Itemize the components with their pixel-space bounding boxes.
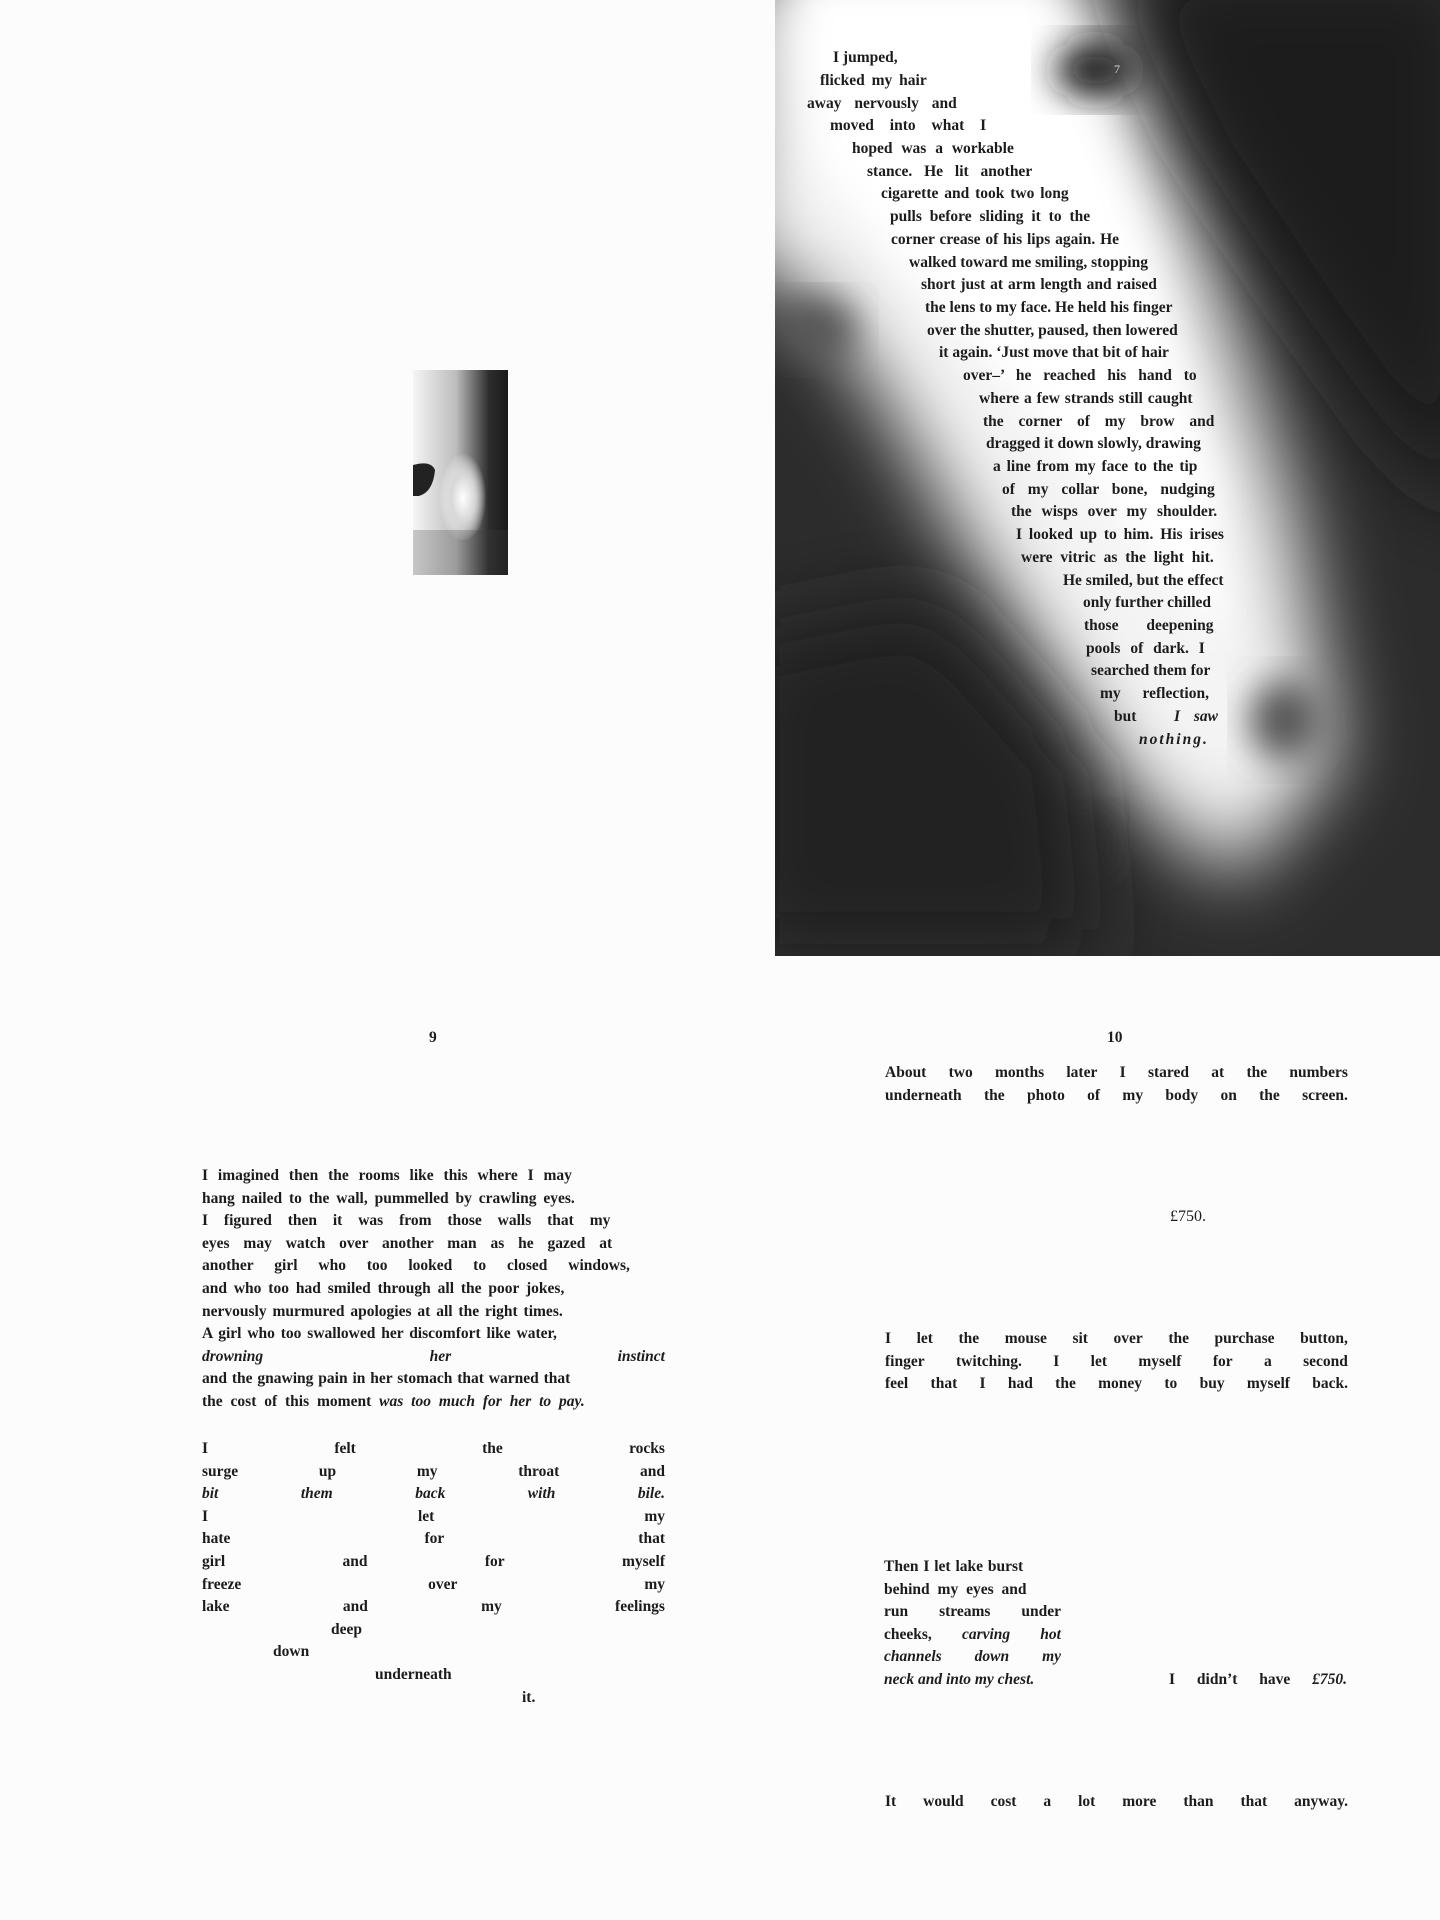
text-line: bit them back with bile. [202, 1485, 665, 1503]
page-number-7: 7 [1114, 62, 1120, 76]
page10-lake-paragraph [884, 1556, 1061, 1692]
page10-mouse-paragraph [885, 1328, 1348, 1396]
text-line-nothing: nothing. [1139, 731, 1209, 748]
text-line: I let my [202, 1507, 665, 1525]
text-line: pools of dark. I [1086, 640, 1205, 657]
text-line: moved into what I [830, 117, 987, 134]
text-line: stance. He lit another [867, 163, 1033, 180]
text-line: it again. ‘Just move that bit of hair [939, 344, 1169, 361]
text-line: I let the mouse sit over the purchase button, [885, 1330, 1348, 1347]
text-line: I imagined then the rooms like this where I may [202, 1167, 572, 1184]
text-line: walked toward me smiling, stopping [909, 254, 1148, 271]
text-line: I looked up to him. His irises [1016, 526, 1224, 543]
text-line: hoped was a workable [852, 140, 1014, 157]
text-line: and the gnawing pain in her stomach that warned that [202, 1370, 571, 1388]
text-line: short just at arm length and raised [921, 276, 1157, 293]
text-line: freeze over my [202, 1575, 665, 1593]
text-line: surge up my throat and [202, 1462, 665, 1480]
text-line: finger twitching. I let myself for a second [885, 1352, 1348, 1370]
text-line: I figured then it was from those walls that my [202, 1212, 611, 1230]
text-line: I jumped, [833, 49, 898, 66]
text-line: my reflection, [1100, 685, 1209, 702]
small-photo [413, 370, 508, 575]
text-line: of my collar bone, nudging [1002, 481, 1215, 498]
text-line: About two months later I stared at the numbers [885, 1064, 1348, 1081]
text-line: channels down my [884, 1648, 1061, 1666]
page-number-10: 10 [1107, 1029, 1123, 1046]
text-line: behind my eyes and [884, 1580, 1027, 1598]
text-line: the wisps over my shoulder. [1011, 503, 1218, 520]
text-line [1114, 706, 1218, 728]
didnt-have-line: I didn’t have £750. [1169, 1671, 1347, 1688]
page9-paragraph-2 [202, 1438, 665, 1619]
price-label: £750. [1170, 1208, 1206, 1225]
text-line: those deepening [1084, 617, 1214, 634]
text-line: and who too had smiled through all the poor jokes, [202, 1279, 565, 1297]
text-line: cheeks, carving hot [884, 1625, 1061, 1643]
text-line: Then I let lake burst [884, 1558, 1024, 1575]
stair-word-deep: deep [331, 1621, 362, 1638]
text-line: girl and for myself [202, 1552, 665, 1570]
text-line: the corner of my brow and [983, 413, 1215, 430]
page-number-9: 9 [429, 1029, 437, 1046]
stair-word-it: it. [522, 1689, 536, 1706]
text-line: hate for that [202, 1530, 665, 1548]
text-line: over the shutter, paused, then lowered [927, 322, 1178, 339]
text-line: only further chilled [1083, 594, 1212, 611]
text-line: hang nailed to the wall, pummelled by crawling eyes. [202, 1189, 575, 1207]
text-line: He smiled, but the effect [1063, 572, 1224, 589]
text-line: underneath the photo of my body on the screen. [885, 1086, 1348, 1104]
text-line: the cost of this moment was too much for her to pay. [202, 1392, 585, 1410]
text-line: another girl who too looked to closed windows, [202, 1257, 630, 1275]
text-line: the lens to my face. He held his finger [925, 299, 1173, 316]
text-line: A girl who too swallowed her discomfort like water, [202, 1325, 557, 1343]
text-line: searched them for [1091, 662, 1211, 679]
text-line: feel that I had the money to buy myself back. [885, 1375, 1348, 1393]
text-line: pulls before sliding it to the [890, 208, 1091, 225]
page9-paragraph-1 [202, 1165, 665, 1414]
stair-word-underneath: underneath [375, 1666, 452, 1683]
text-line: a line from my face to the tip [993, 458, 1198, 475]
closing-line: It would cost a lot more than that anyway. [885, 1793, 1348, 1810]
text-line: flicked my hair [820, 72, 927, 89]
text-line: corner crease of his lips again. He [891, 231, 1120, 248]
text-line: away nervously and [807, 95, 957, 112]
text-line: eyes may watch over another man as he gazed at [202, 1234, 613, 1252]
stair-word-down: down [273, 1643, 310, 1660]
text-line: over–’ he reached his hand to [963, 367, 1197, 384]
text-line-drowning: drowning her instinct [202, 1347, 665, 1365]
text-line: where a few strands still caught [979, 390, 1193, 407]
text-line: lake and my feelings [202, 1598, 665, 1616]
text-line: cigarette and took two long [881, 185, 1069, 202]
i-saw-words: I saw [1173, 708, 1218, 725]
text-line: were vitric as the light hit. [1021, 549, 1214, 566]
text-line: nervously murmured apologies at all the right times. [202, 1302, 563, 1320]
but-word: but [1114, 708, 1137, 725]
text-line: dragged it down slowly, drawing [986, 435, 1201, 452]
text-line: neck and into my chest. [884, 1670, 1035, 1688]
page10-intro [885, 1062, 1348, 1107]
text-line: I felt the rocks [202, 1440, 665, 1457]
text-line: run streams under [884, 1603, 1061, 1621]
